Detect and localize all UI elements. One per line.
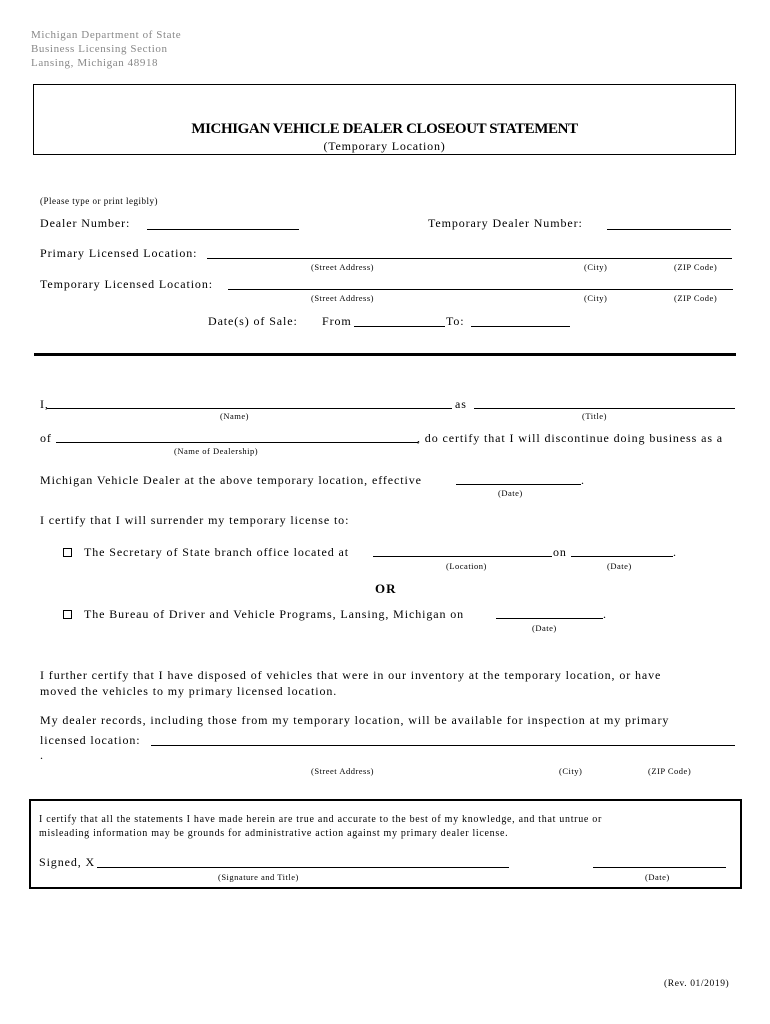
further-certify-line2: moved the vehicles to my primary licensed location. xyxy=(40,684,338,698)
title-field[interactable] xyxy=(474,408,735,409)
to-label: To: xyxy=(446,314,465,328)
further-certify-line1: I further certify that I have disposed of vehicles that were in our inventory at the temporary location, or have xyxy=(40,668,662,682)
signature-field[interactable] xyxy=(97,867,509,868)
city-caption: (City) xyxy=(559,766,583,776)
zip-caption: (ZIP Code) xyxy=(674,293,718,303)
street-caption: (Street Address) xyxy=(311,262,375,272)
date-caption: (Date) xyxy=(645,872,670,882)
option1-checkbox[interactable] xyxy=(63,548,72,557)
of-label: of xyxy=(40,431,52,445)
effective-date-field[interactable] xyxy=(456,484,581,485)
zip-caption: (ZIP Code) xyxy=(648,766,692,776)
dates-of-sale-label: Date(s) of Sale: xyxy=(208,314,298,328)
records-line2: licensed location: xyxy=(40,733,141,747)
period: . xyxy=(581,473,585,487)
bureau-date-field[interactable] xyxy=(496,618,603,619)
revision-note: (Rev. 01/2019) xyxy=(664,979,730,989)
street-caption: (Street Address) xyxy=(311,293,375,303)
stray-period: . xyxy=(40,748,44,762)
on-label: on xyxy=(553,545,567,559)
period: . xyxy=(603,607,607,621)
agency-name: Michigan Department of State xyxy=(31,29,182,41)
name-caption: (Name) xyxy=(220,411,249,421)
option2-text: The Bureau of Driver and Vehicle Programs, Lansing, Michigan on xyxy=(84,607,465,621)
form-title: MICHIGAN VEHICLE DEALER CLOSEOUT STATEMENT xyxy=(191,121,578,137)
records-location-field[interactable] xyxy=(151,745,735,746)
dealership-caption: (Name of Dealership) xyxy=(174,446,259,456)
form-subtitle: (Temporary Location) xyxy=(323,139,446,153)
dealer-number-field[interactable] xyxy=(147,229,299,230)
certification-box xyxy=(29,799,742,889)
date-caption: (Date) xyxy=(607,561,632,571)
agency-address: Lansing, Michigan 48918 xyxy=(31,57,159,69)
temp-location-label: Temporary Licensed Location: xyxy=(40,277,213,291)
city-caption: (City) xyxy=(584,293,608,303)
certification-text-line1: I certify that all the statements I have made herein are true and accurate to the best of my knowledge, and that untrue or xyxy=(39,814,602,825)
city-caption: (City) xyxy=(584,262,608,272)
or-separator: OR xyxy=(375,581,397,596)
dealer-number-label: Dealer Number: xyxy=(40,216,131,230)
temp-dealer-number-field[interactable] xyxy=(607,229,731,230)
branch-location-field[interactable] xyxy=(373,556,552,557)
zip-caption: (ZIP Code) xyxy=(674,262,718,272)
instruction-note: (Please type or print legibly) xyxy=(40,196,158,206)
discontinue-text: , do certify that I will discontinue doing business as a xyxy=(417,431,724,445)
title-caption: (Title) xyxy=(582,411,607,421)
records-line1: My dealer records, including those from my temporary location, will be available for inspection at my primary xyxy=(40,713,670,727)
surrender-text: I certify that I will surrender my temporary license to: xyxy=(40,513,350,527)
to-date-field[interactable] xyxy=(471,326,570,327)
primary-location-field[interactable] xyxy=(207,258,732,259)
from-label: From xyxy=(322,314,352,328)
signed-label: Signed, X xyxy=(39,855,96,869)
date-caption: (Date) xyxy=(498,488,523,498)
temp-location-field[interactable] xyxy=(228,289,733,290)
street-caption: (Street Address) xyxy=(311,766,375,776)
title-box xyxy=(33,84,736,155)
agency-section: Business Licensing Section xyxy=(31,43,168,55)
temp-dealer-number-label: Temporary Dealer Number: xyxy=(428,216,583,230)
effective-text: Michigan Vehicle Dealer at the above temporary location, effective xyxy=(40,473,422,487)
location-caption: (Location) xyxy=(446,561,487,571)
certification-text-line2: misleading information may be grounds for administrative action against my primary dealer license. xyxy=(39,828,509,839)
signature-caption: (Signature and Title) xyxy=(218,872,299,882)
period: . xyxy=(673,545,677,559)
option1-text: The Secretary of State branch office located at xyxy=(84,545,349,559)
i-label: I, xyxy=(40,397,49,411)
date-caption: (Date) xyxy=(532,623,557,633)
as-label: as xyxy=(455,397,467,411)
section-divider xyxy=(34,353,736,356)
primary-location-label: Primary Licensed Location: xyxy=(40,246,198,260)
option2-checkbox[interactable] xyxy=(63,610,72,619)
signature-date-field[interactable] xyxy=(593,867,726,868)
branch-date-field[interactable] xyxy=(571,556,673,557)
from-date-field[interactable] xyxy=(354,326,445,327)
dealership-name-field[interactable] xyxy=(56,442,418,443)
name-field[interactable] xyxy=(47,408,452,409)
